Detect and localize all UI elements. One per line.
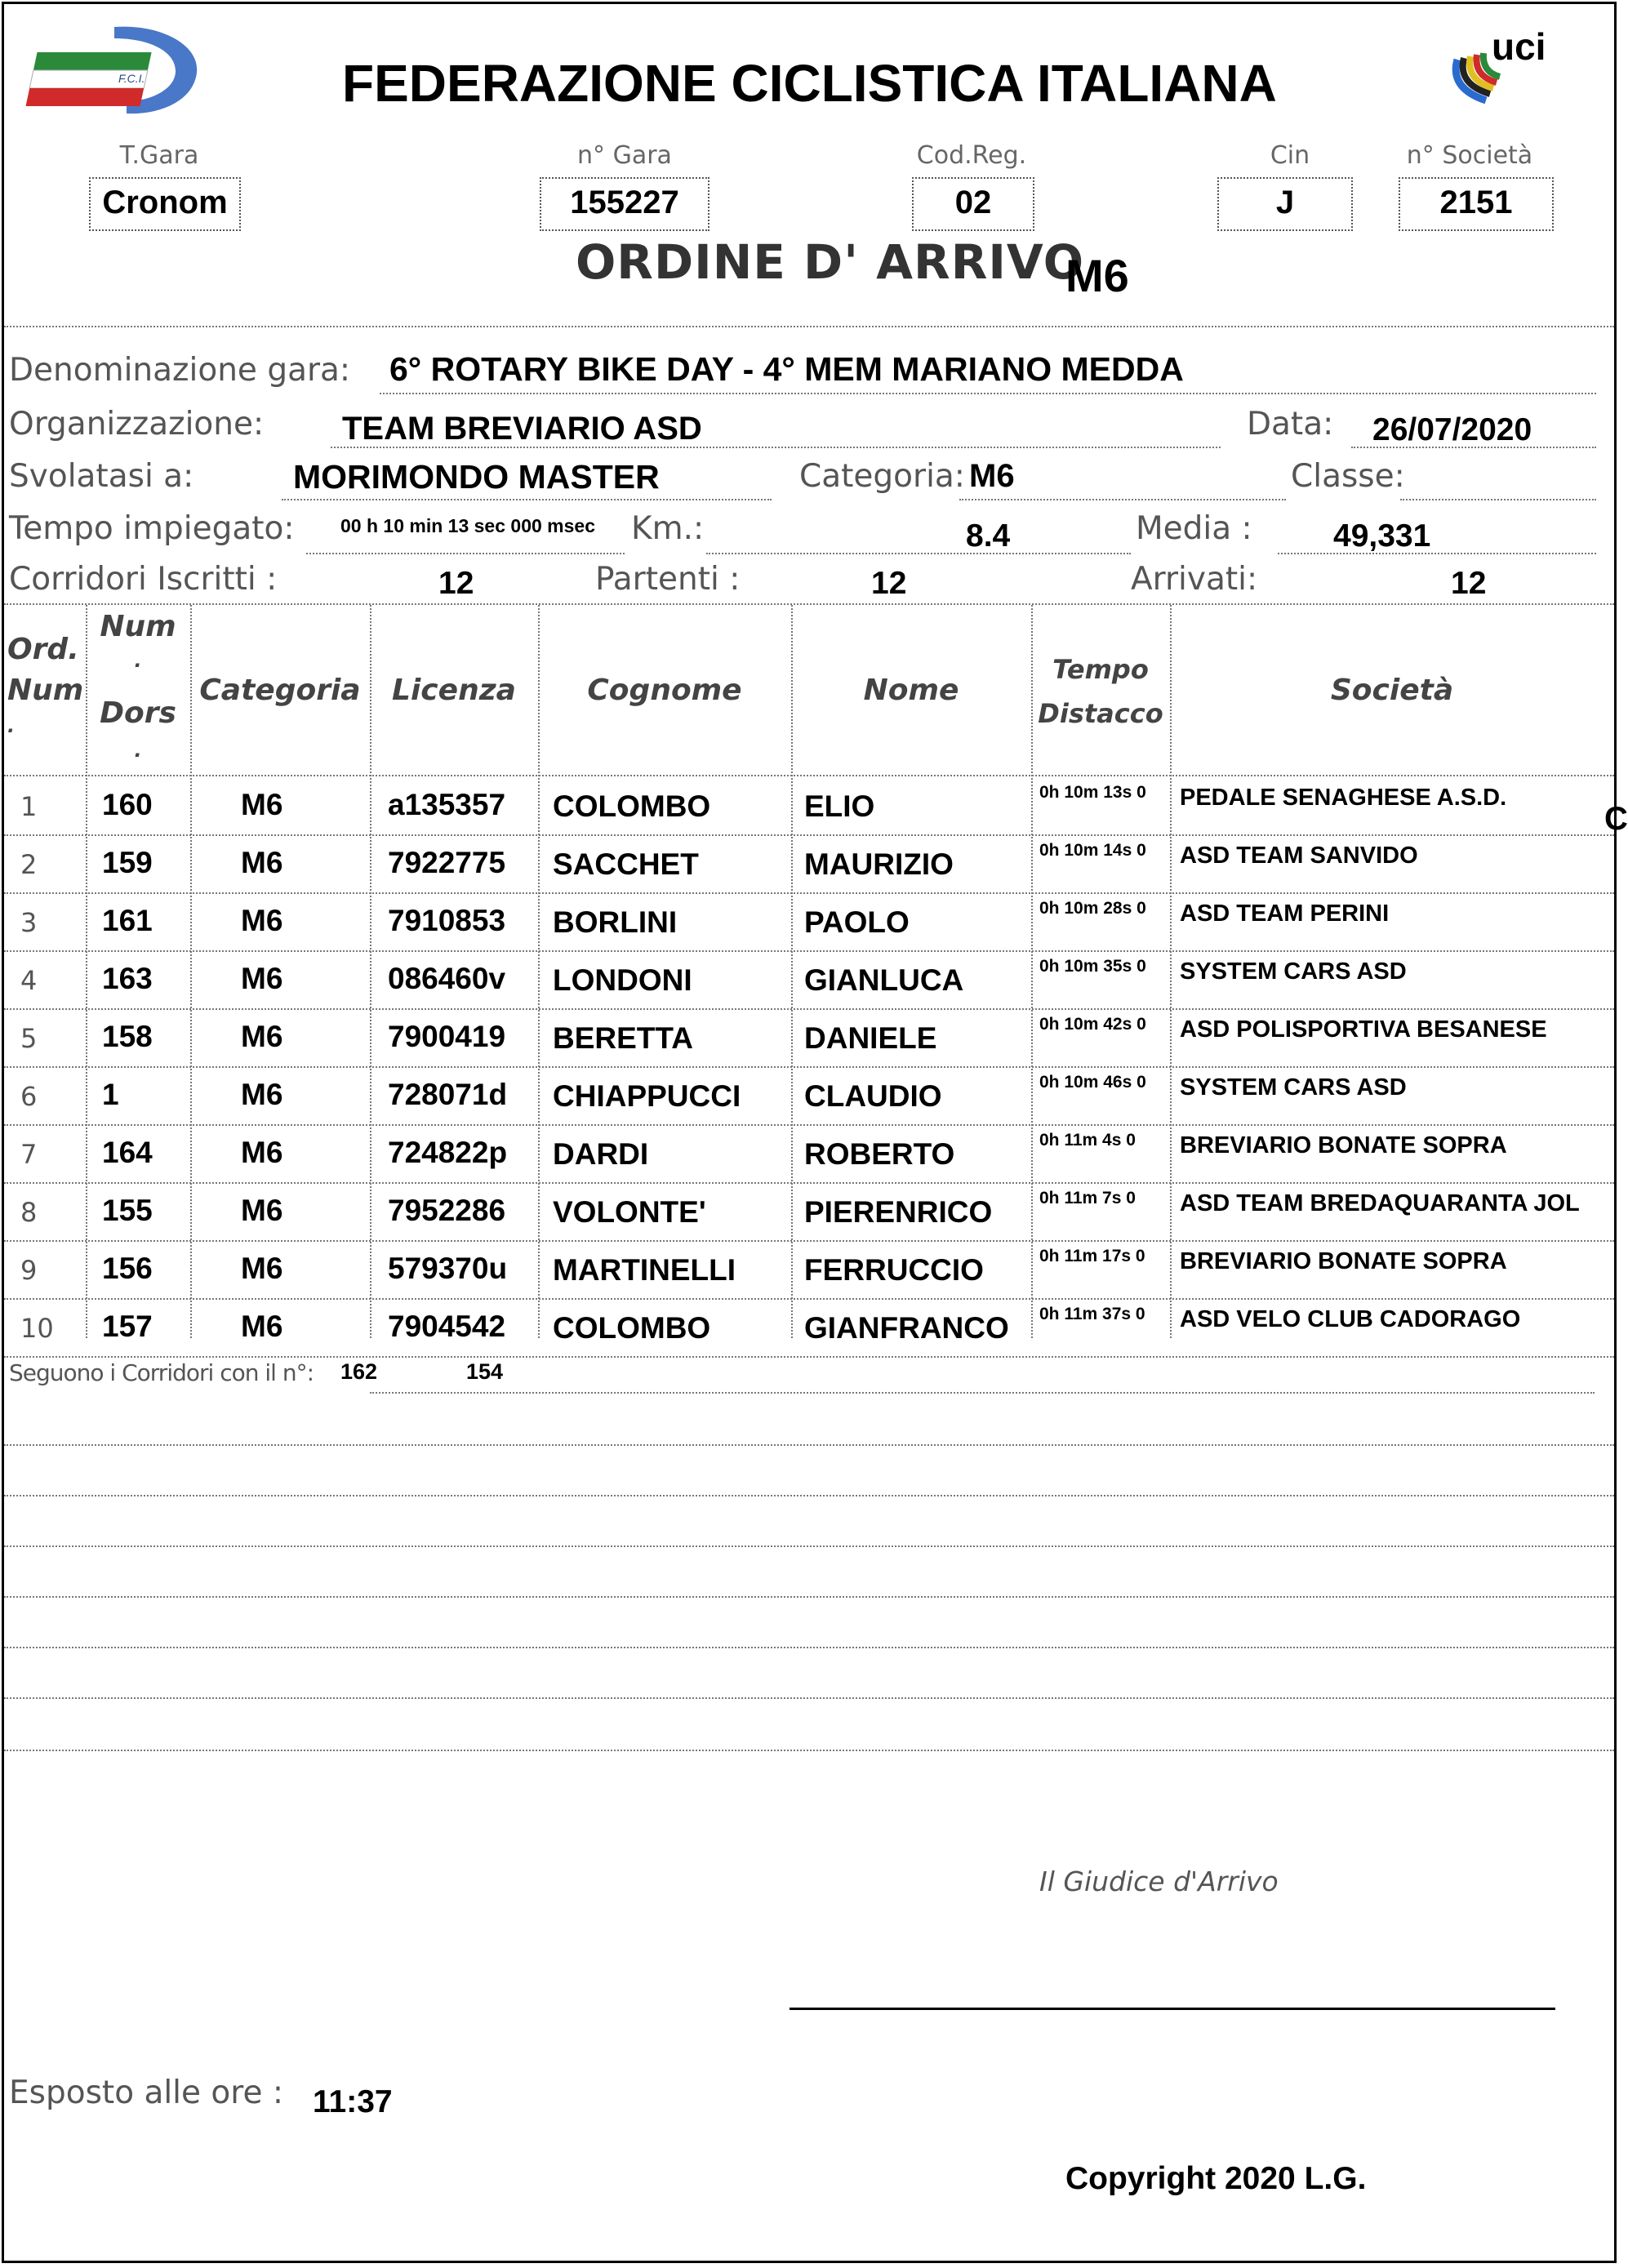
cell-tempo: 0h 10m 46s 0 [1039,1073,1146,1092]
iscritti-label: Corridori Iscritti : [9,561,278,598]
cell-lic: 724822p [388,1136,508,1169]
arrivati-label: Arrivati: [1131,561,1258,598]
km-value: 8.4 [966,518,1011,554]
denominazione-label: Denominazione gara: [9,352,351,389]
cell-cognome: COLOMBO [553,789,711,823]
cell-ord: 10 [20,1313,54,1344]
fci-logo-text: F.C.I. [118,72,145,85]
col-cognome-header: Cognome [587,674,742,707]
cell-lic: 7904542 [388,1310,506,1343]
cell-societa: ASD TEAM PERINI [1180,901,1390,927]
doc-title: ORDINE D' ARRIVO [576,234,1085,290]
cell-tempo: 0h 11m 37s 0 [1039,1305,1145,1323]
seguono-label: Seguono i Corridori con il n°: [9,1359,314,1386]
seguono-number-1: 162 [340,1359,378,1384]
cell-nome: GIANFRANCO [804,1311,1009,1345]
iscritti-value: 12 [438,566,474,601]
n-gara-value: 155227 [540,177,709,231]
col-nome-header: Nome [863,674,959,707]
cell-dors: 161 [102,904,153,937]
cell-dors: 159 [102,846,153,879]
col-ord-h1: Ord. [7,633,79,666]
col-dors-h4: . [134,739,142,762]
data-label: Data: [1247,406,1334,442]
cell-nome: GIANLUCA [804,963,964,997]
t-gara-label: T.Gara [119,141,199,170]
denominazione-value: 6° ROTARY BIKE DAY - 4° MEM MARIANO MEDDA [389,350,1184,388]
cod-reg-label: Cod.Reg. [916,141,1027,170]
cell-ord: 9 [20,1255,38,1286]
cell-lic: 7952286 [388,1194,506,1227]
cell-lic: 7900419 [388,1020,506,1053]
cod-reg-value: 02 [912,177,1034,231]
cell-nome: DANIELE [804,1021,937,1055]
fci-logo [37,24,200,118]
cell-tempo: 0h 10m 42s 0 [1039,1015,1146,1034]
cell-tempo: 0h 11m 7s 0 [1039,1189,1136,1207]
cell-cat: M6 [241,1252,283,1285]
cell-nome: PAOLO [804,905,910,939]
col-dors-h1: Num [100,610,176,643]
col-dors-h3: Dors [100,696,176,730]
cell-cat: M6 [241,904,283,937]
cell-cat: M6 [241,962,283,995]
cell-cognome: BERETTA [553,1021,693,1055]
esposto-value: 11:37 [313,2084,393,2119]
media-value: 49,331 [1333,518,1431,554]
seguono-number-2: 154 [466,1359,504,1384]
cell-tempo: 0h 10m 14s 0 [1039,841,1146,860]
cell-societa: PEDALE SENAGHESE A.S.D. [1180,785,1507,811]
cell-nome: PIERENRICO [804,1195,993,1229]
cell-cat: M6 [241,1020,283,1053]
cell-societa: ASD TEAM BREDAQUARANTA JOL [1180,1190,1580,1216]
cell-societa: BREVIARIO BONATE SOPRA [1180,1132,1507,1158]
col-licenza-header: Licenza [392,674,516,707]
cin-label: Cin [1270,141,1310,170]
giudice-label: Il Giudice d'Arrivo [1039,1866,1279,1897]
cell-ord: 8 [20,1197,38,1228]
copyright: Copyright 2020 L.G. [1065,2161,1367,2196]
cell-nome: CLAUDIO [804,1079,942,1113]
cell-cat: M6 [241,846,283,879]
categoria-label: Categoria: [799,458,965,495]
data-value: 26/07/2020 [1372,412,1532,447]
cell-tempo: 0h 10m 35s 0 [1039,957,1146,976]
cell-societa: ASD POLISPORTIVA BESANESE [1180,1016,1547,1043]
cell-nome: ROBERTO [804,1137,955,1171]
t-gara-value: Cronom [89,177,241,231]
cell-tempo: 0h 10m 13s 0 [1039,783,1146,802]
cell-tempo: 0h 10m 28s 0 [1039,899,1146,918]
organizzazione-value: TEAM BREVIARIO ASD [342,411,702,447]
cell-cognome: DARDI [553,1137,649,1171]
col-categoria-header: Categoria [199,674,361,707]
col-ord-h2: Num [7,674,84,707]
cell-dors: 164 [102,1136,153,1169]
media-label: Media : [1136,510,1252,547]
cell-cognome: COLOMBO [553,1311,711,1345]
cell-ord: 6 [20,1081,38,1112]
signature-line [790,2008,1555,2010]
uci-logo [1441,27,1572,117]
cell-cognome: SACCHET [553,847,699,881]
cell-societa: SYSTEM CARS ASD [1180,958,1407,985]
cell-cognome: VOLONTE' [553,1195,706,1229]
cell-lic: 728071d [388,1078,508,1111]
cell-nome: ELIO [804,789,875,823]
cell-dors: 155 [102,1194,153,1227]
svolatasi-label: Svolatasi a: [9,458,194,495]
results-sheet [2,2,1628,2263]
cell-dors: 158 [102,1020,153,1053]
n-societa-value: 2151 [1399,177,1554,231]
cell-lic: 579370u [388,1252,508,1285]
col-societa-header: Società [1330,674,1454,707]
federation-title: FEDERAZIONE CICLISTICA ITALIANA [342,54,1277,113]
col-ord-h3: . [7,714,16,737]
cell-lic: 086460v [388,962,506,995]
cell-nome: FERRUCCIO [804,1253,984,1287]
partenti-label: Partenti : [595,561,741,598]
cell-lic: 7910853 [388,904,506,937]
cell-ord: 1 [20,791,38,822]
stray-char: C [1604,801,1628,837]
cell-dors: 1 [102,1078,119,1111]
cell-lic: a135357 [388,788,506,821]
cell-ord: 3 [20,907,38,938]
cell-tempo: 0h 11m 4s 0 [1039,1131,1136,1150]
cell-cognome: LONDONI [553,963,692,997]
cell-dors: 157 [102,1310,153,1343]
tempo-label: Tempo impiegato: [9,510,295,547]
km-label: Km.: [631,510,705,547]
cell-dors: 163 [102,962,153,995]
arrivati-value: 12 [1451,566,1487,601]
cell-ord: 7 [20,1139,38,1170]
esposto-label: Esposto alle ore : [9,2075,283,2111]
n-gara-label: n° Gara [577,141,672,170]
categoria-value: M6 [969,458,1015,494]
cell-societa: BREVIARIO BONATE SOPRA [1180,1248,1507,1274]
cin-value: J [1217,177,1353,231]
partenti-value: 12 [871,566,907,601]
cell-societa: ASD TEAM SANVIDO [1180,843,1418,869]
cell-lic: 7922775 [388,846,506,879]
cell-cognome: BORLINI [553,905,678,939]
category-badge: M6 [1065,250,1129,301]
cell-cat: M6 [241,1136,283,1169]
cell-societa: SYSTEM CARS ASD [1180,1074,1407,1101]
organizzazione-label: Organizzazione: [9,406,265,442]
cell-cognome: MARTINELLI [553,1253,736,1287]
cell-nome: MAURIZIO [804,847,954,881]
cell-dors: 156 [102,1252,153,1285]
tempo-value: 00 h 10 min 13 sec 000 msec [340,515,595,536]
cell-societa: ASD VELO CLUB CADORAGO [1180,1306,1521,1332]
uci-logo-text: uci [1492,25,1546,68]
col-dors-h2: . [134,649,142,672]
cell-ord: 4 [20,965,38,996]
col-tempo-header-1: Tempo [1052,654,1149,685]
cell-cat: M6 [241,1310,283,1343]
n-societa-label: n° Società [1406,141,1533,170]
cell-cat: M6 [241,1194,283,1227]
cell-cognome: CHIAPPUCCI [553,1079,741,1113]
cell-cat: M6 [241,1078,283,1111]
cell-ord: 5 [20,1023,38,1054]
cell-dors: 160 [102,788,153,821]
svolatasi-value: MORIMONDO MASTER [293,458,660,496]
cell-cat: M6 [241,788,283,821]
cell-ord: 2 [20,849,38,880]
cell-tempo: 0h 11m 17s 0 [1039,1247,1145,1265]
classe-label: Classe: [1291,458,1405,495]
col-tempo-header-2: Distacco [1038,698,1163,729]
